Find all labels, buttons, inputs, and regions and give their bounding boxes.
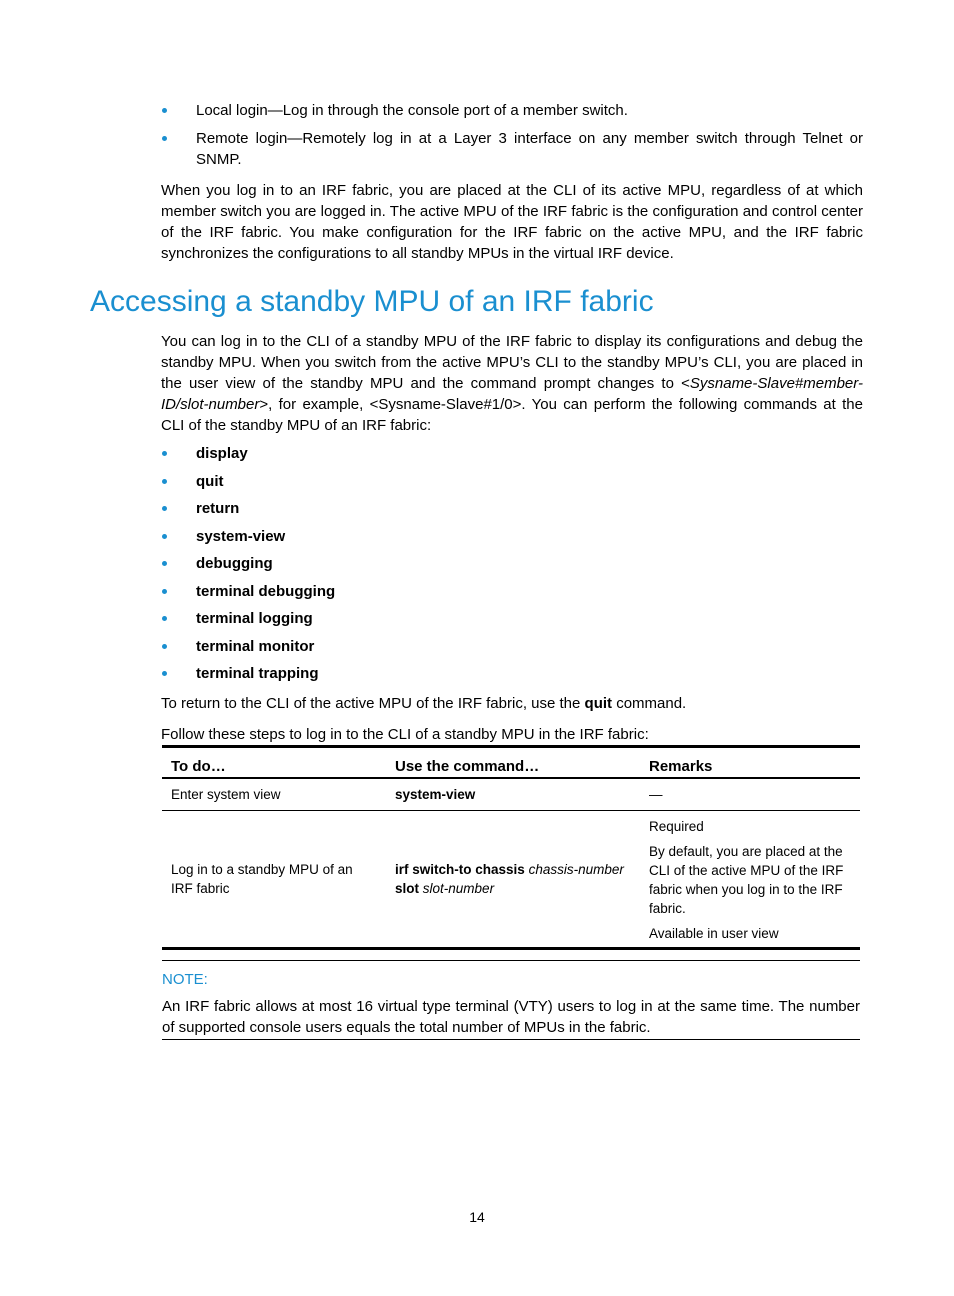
command-name: system-view bbox=[395, 787, 476, 802]
table-header-row bbox=[162, 747, 860, 779]
list-item bbox=[161, 553, 863, 581]
prompt-format: Sysname-Slave#member-ID/slot-number bbox=[161, 375, 863, 413]
note-text: An IRF fabric allows at most 16 virtual type terminal (VTY) users to log in at the same time. The number of supported console users equals the total number of MPUs in the fabric. bbox=[162, 998, 860, 1036]
return-sentence bbox=[161, 693, 863, 714]
bullet-icon bbox=[162, 506, 167, 511]
login-methods-list bbox=[161, 100, 863, 170]
note-label: NOTE: bbox=[162, 971, 208, 988]
cell-remarks: — bbox=[640, 778, 860, 811]
section-title: Accessing a standby MPU of an IRF fabric bbox=[90, 285, 654, 318]
command-name: terminal logging bbox=[196, 610, 313, 627]
list-item bbox=[161, 128, 863, 170]
bullet-icon bbox=[162, 534, 167, 539]
command-name: system-view bbox=[196, 527, 286, 545]
command-argument: slot-number bbox=[422, 881, 495, 896]
bullet-icon bbox=[162, 616, 167, 621]
cell-command bbox=[386, 778, 640, 811]
bullet-icon bbox=[162, 479, 167, 484]
remark-line: By default, you are placed at the CLI of the active MPU of the IRF fabric when you log in to the IRF fabric. bbox=[649, 844, 844, 916]
list-item bbox=[161, 608, 863, 636]
command-keyword: slot bbox=[395, 881, 420, 896]
list-item-text: Remote login—Remotely log in at a Layer 3 interface on any member switch through Telnet or SNMP. bbox=[196, 130, 863, 168]
list-item bbox=[161, 636, 863, 664]
table-row bbox=[162, 811, 860, 949]
bullet-icon bbox=[162, 589, 167, 594]
list-item bbox=[161, 471, 863, 499]
command-name: terminal debugging bbox=[196, 582, 336, 600]
section-paragraph bbox=[161, 331, 863, 436]
command-name: terminal monitor bbox=[196, 637, 315, 655]
intro-paragraph: When you log in to an IRF fabric, you are placed at the CLI of its active MPU, regardless of at which member switch you are logged in. The active MPU of the IRF fabric is the configuration and control center of the IRF fabric. You make configuration for the IRF fabric on the active MPU, and the IRF fabric synchronizes the configurations to all standby MPUs in the virtual IRF device. bbox=[161, 182, 863, 262]
list-item bbox=[161, 663, 863, 691]
bullet-icon bbox=[162, 561, 167, 566]
command-argument: chassis-number bbox=[528, 862, 624, 877]
sentence-text: To return to the CLI of the active MPU of the IRF fabric, use the bbox=[161, 695, 585, 712]
paragraph-text: You can log in to the CLI of a standby MPU of the IRF fabric to display its configurations and debug the standby MPU. When you switch from the active MPU’s CLI to the standby MPU’s CLI, you are placed in the user view of the standby MPU and the command prompt changes to < bbox=[161, 333, 863, 392]
cell-todo: Enter system view bbox=[162, 778, 386, 811]
command-list bbox=[161, 443, 863, 691]
bullet-icon bbox=[162, 108, 167, 113]
list-item-text: Local login—Log in through the console port of a member switch. bbox=[196, 102, 628, 119]
list-item bbox=[161, 100, 863, 121]
command-name: quit bbox=[196, 472, 224, 490]
list-item bbox=[161, 581, 863, 609]
command-name: quit bbox=[584, 695, 613, 712]
column-header-remarks: Remarks bbox=[640, 747, 860, 779]
cell-remarks bbox=[640, 811, 860, 949]
bullet-icon bbox=[162, 451, 167, 456]
cell-todo: Log in to a standby MPU of an IRF fabric bbox=[162, 811, 386, 949]
column-header-command: Use the command… bbox=[386, 747, 640, 779]
table-row bbox=[162, 778, 860, 811]
page-number: 14 bbox=[469, 1209, 485, 1225]
list-item bbox=[161, 443, 863, 471]
steps-table bbox=[162, 745, 860, 950]
list-item bbox=[161, 498, 863, 526]
column-header-todo: To do… bbox=[162, 747, 386, 779]
bullet-icon bbox=[162, 136, 167, 141]
command-name: debugging bbox=[196, 555, 273, 572]
paragraph-text: >, for example, <Sysname-Slave#1/0>. You can perform the following commands at the CLI of the standby MPU of an IRF fabric: bbox=[161, 396, 863, 434]
remark-line: Required bbox=[649, 819, 704, 834]
command-name: return bbox=[196, 500, 240, 517]
command-keyword: irf switch-to chassis bbox=[395, 862, 525, 877]
note-box bbox=[162, 960, 860, 1040]
remark-line: Available in user view bbox=[649, 926, 779, 941]
command-name: terminal trapping bbox=[196, 665, 319, 682]
cell-command bbox=[386, 811, 640, 949]
follow-sentence: Follow these steps to log in to the CLI of a standby MPU in the IRF fabric: bbox=[161, 726, 649, 743]
bullet-icon bbox=[162, 644, 167, 649]
sentence-text: command. bbox=[612, 695, 687, 712]
list-item bbox=[161, 526, 863, 554]
bullet-icon bbox=[162, 671, 167, 676]
command-name: display bbox=[196, 445, 248, 462]
